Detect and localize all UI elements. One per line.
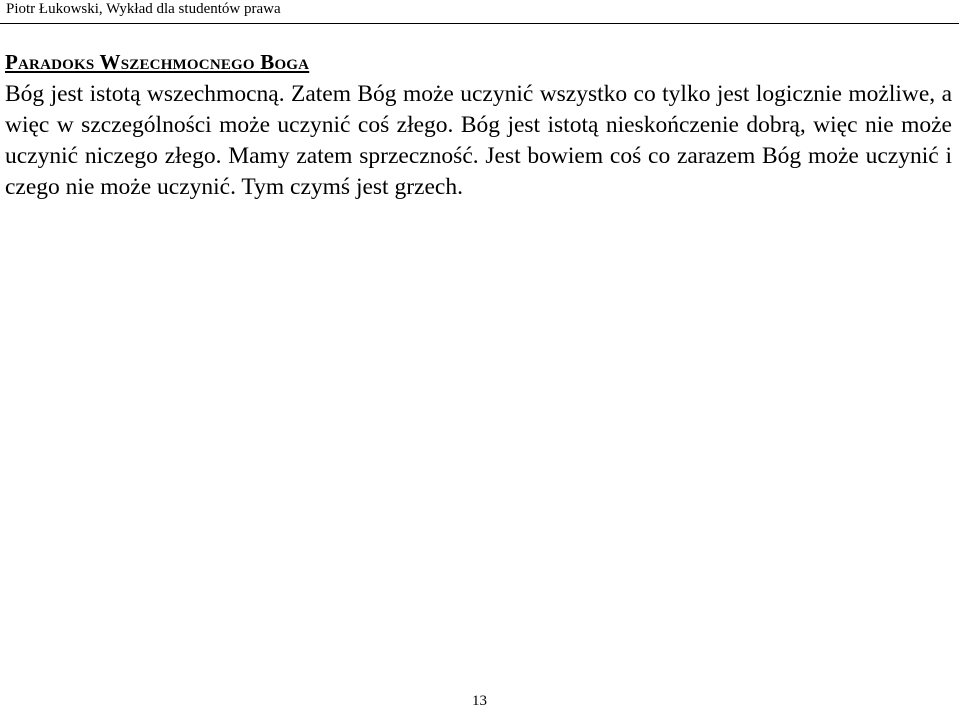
running-header: Piotr Łukowski, Wykład dla studentów prawa [6, 1, 281, 17]
body-text [5, 79, 952, 203]
page-number: 13 [472, 693, 487, 709]
body-paragraph: Bóg jest istotą wszechmocną. Zatem Bóg może uczynić wszystko co tylko jest logicznie możliwe, a więc w szczególności może uczynić coś złego. Bóg jest istotą nieskończenie dobrą, więc nie może uczynić niczego złego. Mamy zatem sprzeczność. Jest bowiem coś co zarazem Bóg może uczynić i czego nie może uczynić. Tym czymś jest grzech. [5, 81, 952, 200]
header-divider [0, 23, 959, 24]
section-title: Paradoks Wszechmocnego Boga [5, 50, 310, 74]
